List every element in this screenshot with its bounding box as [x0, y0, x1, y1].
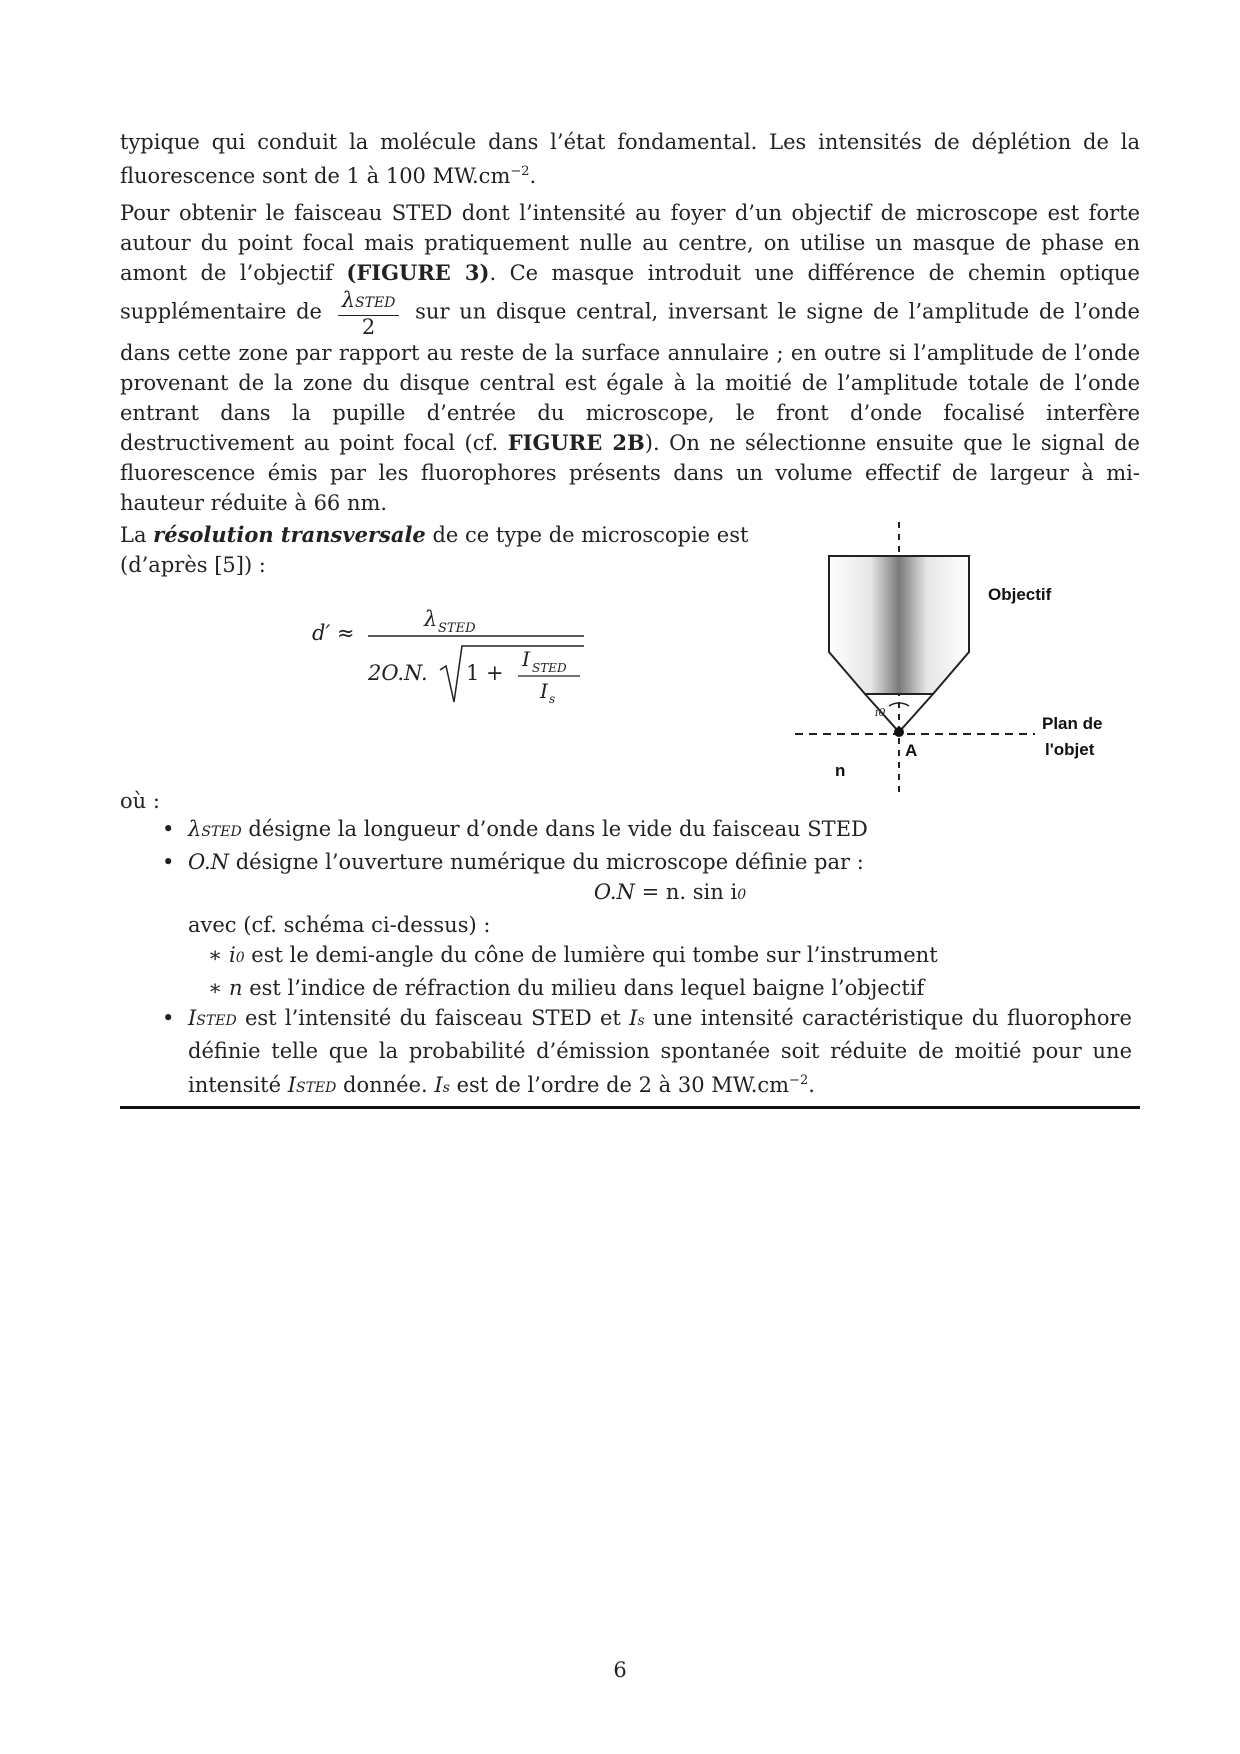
- ou-label: où :: [120, 789, 160, 813]
- section-divider: [120, 1106, 1140, 1109]
- star-bullet-icon: ∗: [208, 943, 223, 967]
- isted-subscript-2: STED: [295, 1080, 337, 1096]
- definition-list: [162, 814, 1132, 1103]
- bullet-dot-icon: •: [162, 1006, 175, 1030]
- inner-numerator-sub: STED: [532, 661, 567, 675]
- lambda-over-two-fraction: [338, 288, 400, 338]
- paragraph-2-text-b: . Ce masque introduit une différence de chemin optique supplémentaire de: [120, 261, 1140, 324]
- bullet-dot-icon: •: [162, 817, 175, 841]
- on-formula-lhs: O.N: [593, 880, 635, 904]
- focal-point-a: [894, 727, 904, 737]
- resolution-term: résolution transversale: [153, 522, 426, 547]
- resolution-formula: [312, 602, 602, 715]
- sub-item-i0: [162, 940, 1132, 973]
- resolution-suffix: de ce type de microscopie est (d’après [5]) :: [120, 523, 749, 577]
- bullet-numerical-aperture: [162, 847, 1132, 877]
- exponent: −2: [510, 164, 530, 179]
- bullet-intensity-text-c: donnée.: [343, 1073, 428, 1097]
- bullet-intensity: [162, 1003, 1132, 1103]
- lambda-symbol: λ: [188, 817, 202, 841]
- sub-item-i0-text: est le demi-angle du cône de lumière qui tombe sur l’instrument: [251, 943, 938, 967]
- point-a-label: A: [905, 741, 918, 760]
- paragraph-2: [120, 198, 1140, 518]
- paragraph-1: [120, 127, 1140, 191]
- object-plane-label-line2: l'objet: [1045, 740, 1095, 759]
- bullet-intensity-text-d: est de l’ordre de 2 à 30 MW.cm: [456, 1073, 790, 1097]
- bullet-lambda: [162, 814, 1132, 847]
- objective-diagram-svg: [795, 522, 1125, 802]
- bullet-intensity-text-a: est l’intensité du faisceau STED et: [244, 1006, 621, 1030]
- paragraph-2-text-d: ). On ne sélectionne ensuite que le signal de fluorescence émis par les fluorophores présents dans un volume effectif de largeur à mi-hauteur réduite à 66 nm.: [120, 431, 1140, 515]
- is-symbol-2: I: [434, 1073, 443, 1097]
- resolution-intro: [120, 520, 780, 580]
- avec-line: avec (cf. schéma ci-dessus) :: [188, 913, 491, 937]
- i0-symbol: i: [228, 943, 236, 967]
- on-formula-sub: 0: [737, 887, 747, 903]
- period: .: [808, 1073, 815, 1097]
- paragraph-1-text: typique qui conduit la molécule dans l’état fondamental. Les intensités de déplétion de la fluorescence sont de 1 à 100 MW.cm: [120, 130, 1140, 188]
- is-subscript: s: [637, 1013, 645, 1029]
- formula-numerator-sub: STED: [438, 621, 476, 636]
- is-symbol: I: [629, 1006, 638, 1030]
- n-symbol: n: [228, 976, 243, 1000]
- on-formula-rhs: = n. sin i: [641, 880, 738, 904]
- bullet-dot-icon: •: [162, 850, 175, 874]
- paragraph-2-text-a: Pour obtenir le faisceau STED dont l’intensité au foyer d’un objectif de microscope est forte autour du point focal mais pratiquement nulle au centre, on utilise un masque de phase en amont de l’objectif: [120, 201, 1140, 285]
- isted-symbol: I: [188, 1006, 197, 1030]
- cone-right: [899, 694, 933, 732]
- inner-numerator-i: I: [522, 647, 530, 671]
- inner-denominator-sub: s: [549, 692, 556, 706]
- formula-lhs: d′ ≈: [312, 621, 355, 645]
- root-one-plus: 1 +: [466, 661, 504, 685]
- resolution-formula-svg: [312, 602, 602, 710]
- formula-den-prefix: 2O.N.: [368, 661, 428, 685]
- star-bullet-icon: ∗: [208, 976, 223, 1000]
- object-plane-label-line1: Plan de: [1042, 714, 1103, 733]
- page-number: 6: [613, 1658, 627, 1682]
- figure-2b-reference: FIGURE 2B: [507, 430, 645, 455]
- fraction-denominator: 2: [361, 315, 376, 339]
- objective-diagram: [795, 522, 1125, 806]
- objectif-label: Objectif: [988, 585, 1052, 604]
- period: .: [529, 164, 537, 188]
- figure-3-reference: (FIGURE 3): [346, 260, 490, 285]
- sub-item-n-text: est l’indice de réfraction du milieu dans lequel baigne l’objectif: [249, 976, 925, 1000]
- resolution-prefix: La: [120, 523, 147, 547]
- isted-subscript: STED: [196, 1013, 237, 1029]
- medium-n-label: n: [835, 761, 846, 780]
- isted-symbol-2: I: [287, 1073, 296, 1097]
- formula-numerator-lambda: λ: [424, 607, 438, 631]
- bullet-on-text: désigne l’ouverture numérique du microscope définie par :: [235, 850, 864, 874]
- lambda-subscript: STED: [355, 295, 396, 311]
- bullet-intensity-text-b: une intensité caractéristique du fluorophore définie telle que la probabilité d’émission spontanée soit réduite de moitié pour une intensité: [188, 1006, 1132, 1097]
- paragraph-2-text-c: sur un disque central, inversant le signe de l’amplitude de l’onde dans cette zone par rapport au reste de la surface annulaire ; en outre si l’amplitude de l’onde provenant de la zone du disque central est égale à la moitié de l’amplitude totale de l’onde entrant dans la pupille d’entrée du microscope, le front d’onde focalisé interfère destructivement au point focal (cf.: [120, 299, 1140, 455]
- is-subscript-2: s: [442, 1080, 450, 1096]
- on-formula: [162, 877, 1132, 910]
- inner-denominator-i: I: [540, 679, 548, 703]
- on-symbol: O.N: [188, 850, 230, 874]
- i0-subscript: 0: [235, 950, 245, 966]
- exponent: −2: [789, 1073, 809, 1088]
- sub-item-n: [162, 973, 1132, 1003]
- lambda-subscript: STED: [201, 824, 242, 840]
- bullet-lambda-text: désigne la longueur d’onde dans le vide du faisceau STED: [248, 817, 868, 841]
- objective-body: [829, 556, 969, 694]
- lambda-symbol: λ: [341, 288, 356, 312]
- angle-label: i0: [875, 706, 886, 719]
